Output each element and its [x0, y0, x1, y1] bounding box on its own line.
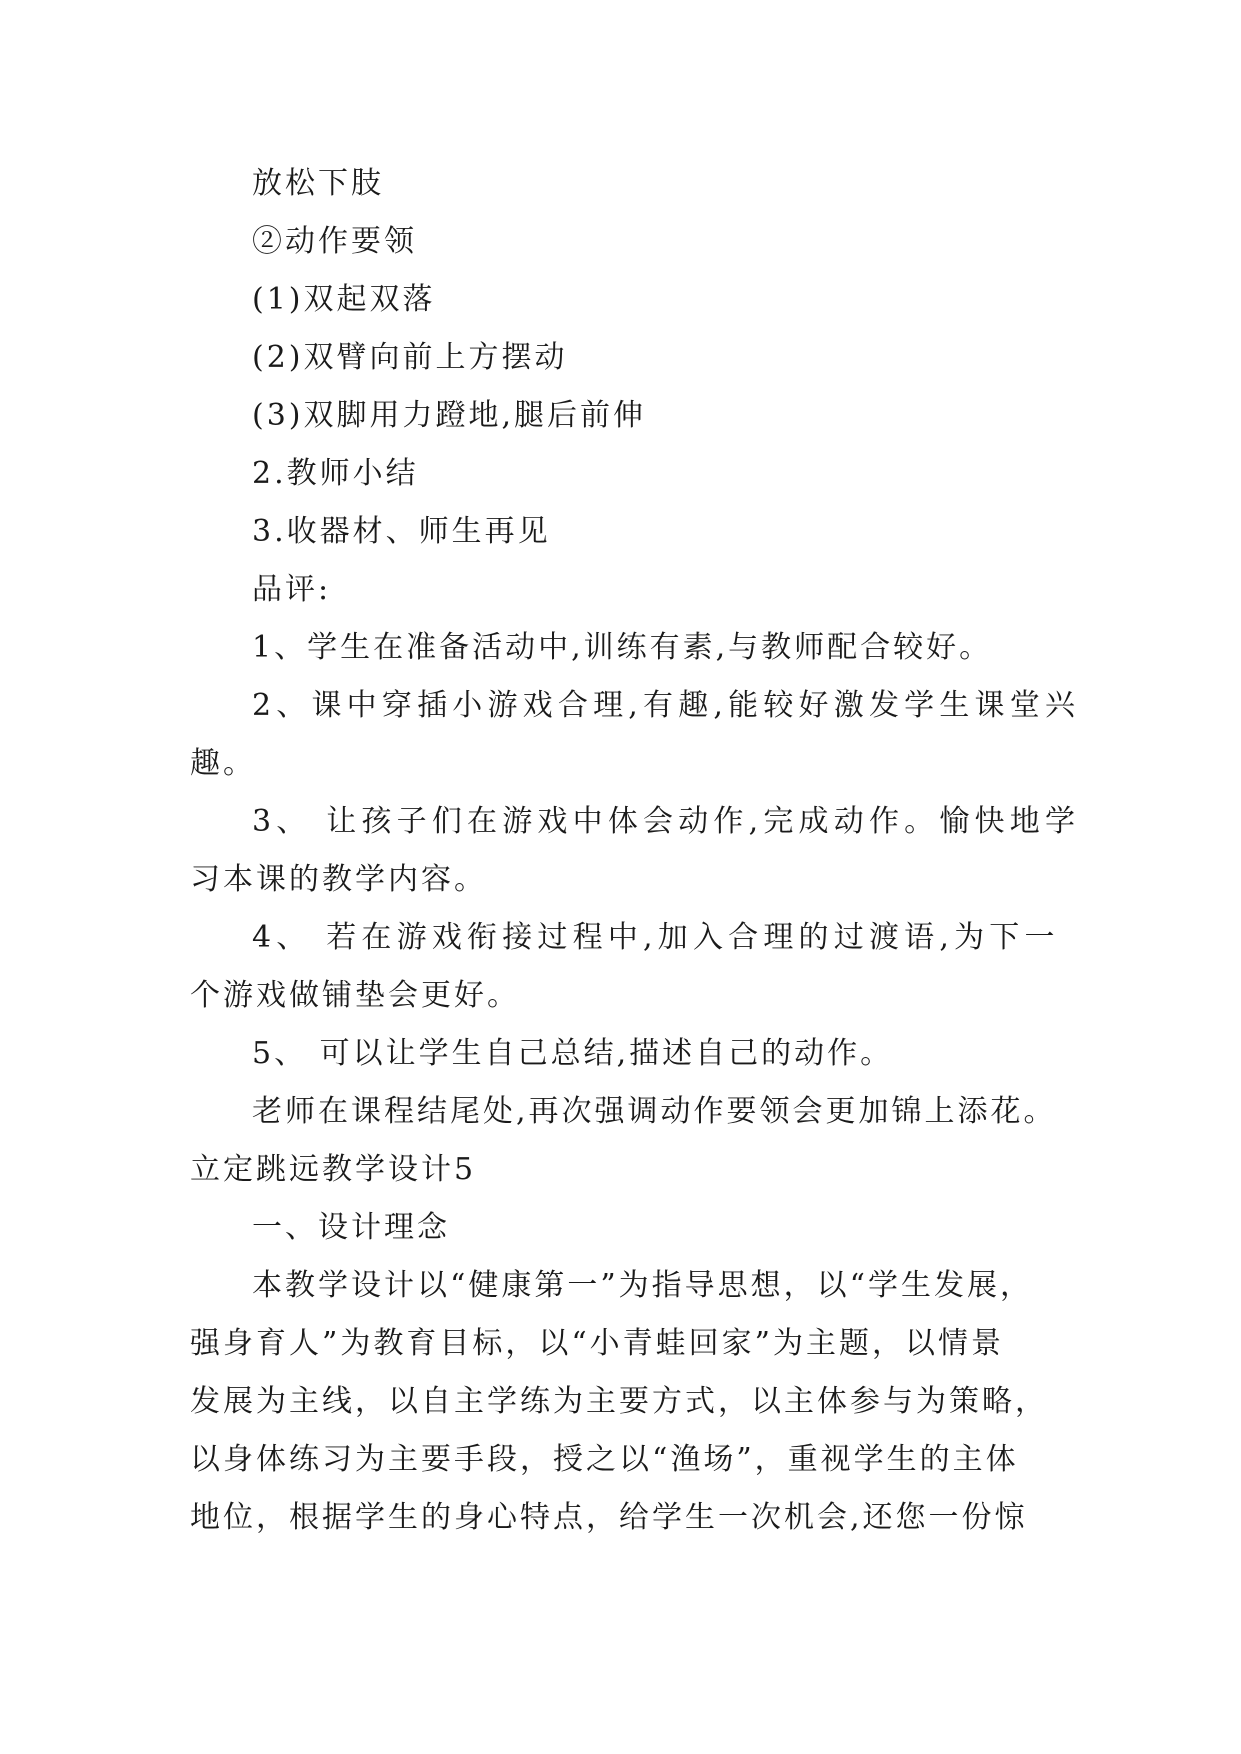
text-line: 5、 可以让学生自己总结,描述自己的动作。 [252, 1036, 894, 1071]
text-line: 1、学生在准备活动中,训练有素,与教师配合较好。 [252, 630, 993, 665]
text-line: (3)双脚用力蹬地,腿后前伸 [252, 398, 647, 433]
text-line: 3.收器材、师生再见 [252, 514, 551, 549]
text-line: 以身体练习为主要手段，授之以“渔场”，重视学生的主体 [190, 1442, 1019, 1477]
text-line: 2、课中穿插小游戏合理,有趣,能较好激发学生课堂兴 [252, 688, 1081, 723]
section-heading: 立定跳远教学设计5 [190, 1152, 477, 1187]
text-line: 趣。 [190, 746, 256, 781]
text-line: 2.教师小结 [252, 456, 419, 491]
text-line: 品评: [252, 572, 332, 607]
text-line: 老师在课程结尾处,再次强调动作要领会更加锦上添花。 [252, 1094, 1057, 1129]
text-line: ②动作要领 [252, 224, 417, 259]
text-line: 习本课的教学内容。 [190, 862, 487, 897]
text-line: (2)双臂向前上方摆动 [252, 340, 568, 375]
text-line: 发展为主线，以自主学练为主要方式，以主体参与为策略， [190, 1384, 1048, 1419]
text-line: 个游戏做铺垫会更好。 [190, 978, 520, 1013]
subsection-heading: 一、设计理念 [252, 1210, 450, 1245]
text-line: 强身育人”为教育目标，以“小青蛙回家”为主题，以情景 [190, 1326, 1005, 1361]
text-line: 地位，根据学生的身心特点，给学生一次机会,还您一份惊 [190, 1500, 1028, 1535]
text-line: 放松下肢 [252, 166, 384, 201]
text-line: 本教学设计以“健康第一”为指导思想，以“学生发展， [252, 1268, 1034, 1303]
text-line: 3、 让孩子们在游戏中体会动作,完成动作。愉快地学 [252, 804, 1081, 839]
text-line: (1)双起双落 [252, 282, 436, 317]
text-line: 4、 若在游戏衔接过程中,加入合理的过渡语,为下一 [252, 920, 1060, 955]
